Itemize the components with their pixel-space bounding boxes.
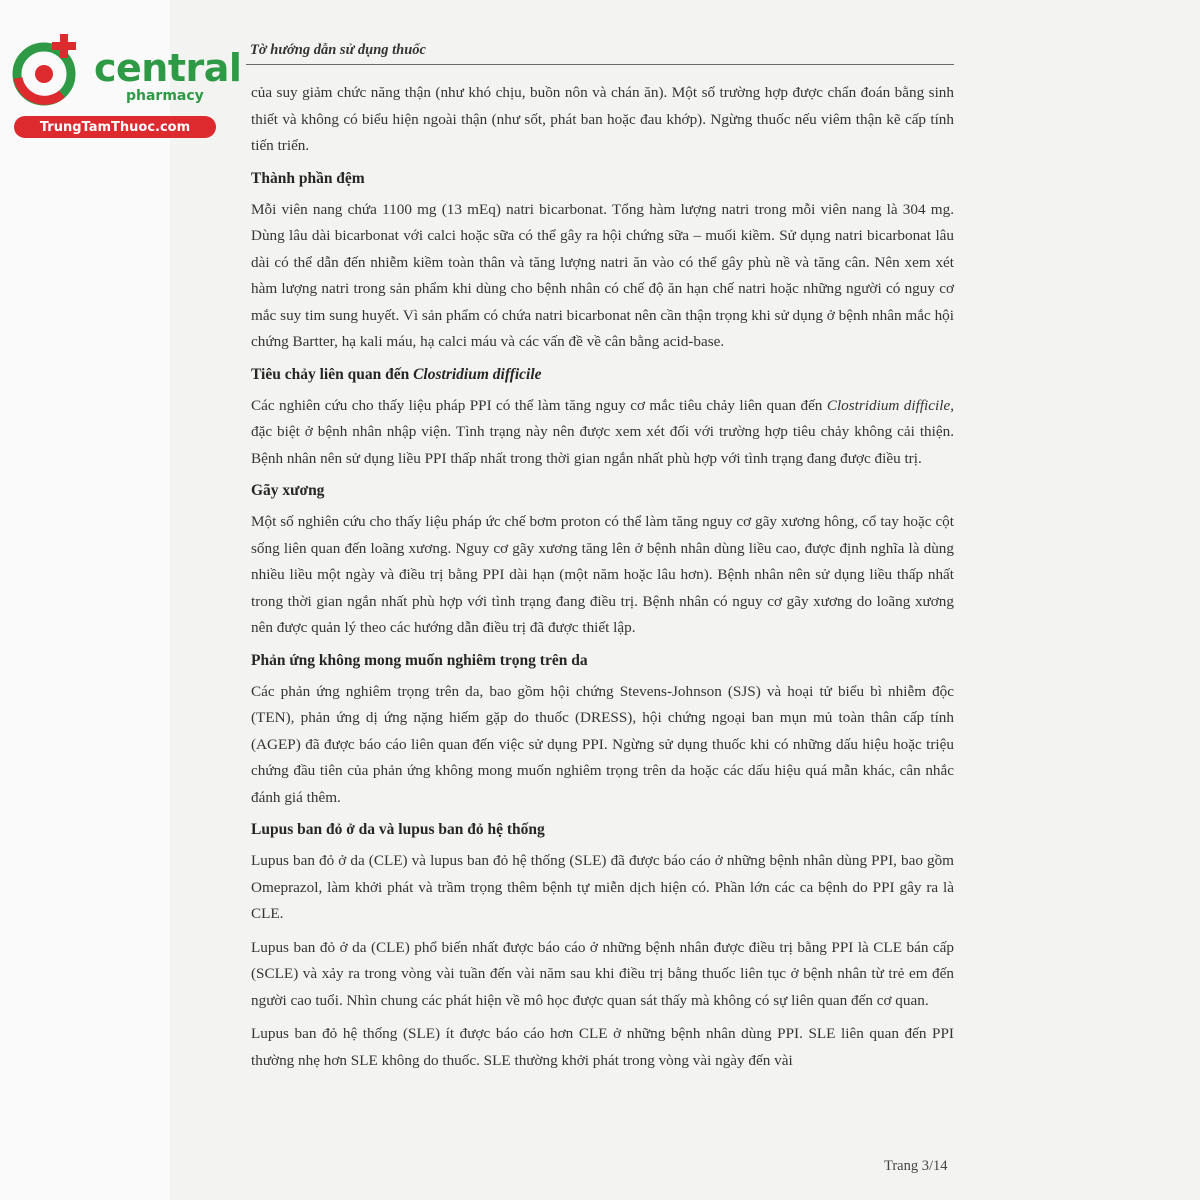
left-margin-band: [0, 0, 170, 1200]
logo-mark-icon: [8, 32, 94, 112]
heading-italic-text: Clostridium difficile: [413, 365, 542, 383]
paragraph-buffer: Mỗi viên nang chứa 1100 mg (13 mEq) natri bicarbonat. Tổng hàm lượng natri trong mỗi viên nang là 304 mg. Dùng lâu dài bicarbonat với calci hoặc sữa có thể gây ra hội chứng sữa – muối kiềm. Sử dụng natri bicarbonat lâu dài có thể dẫn đến nhiễm kiềm toàn thân và tăng lượng natri ăn vào có thể gây phù nề và tăng cân. Nên xem xét hàm lượng natri trong sản phẩm khi dùng cho bệnh nhân có chế độ ăn hạn chế natri hoặc những người có nguy cơ mắc suy tim sung huyết. Vì sản phẩm có chứa natri bicarbonat nên cần thận trọng khi sử dụng ở bệnh nhân mắc hội chứng Bartter, hạ kali máu, hạ calci máu và các vấn đề về cân bằng acid-base.: [251, 200, 954, 350]
logo-site-text: TrungTamThuoc.com: [39, 119, 191, 135]
paragraph-lupus-1: Lupus ban đỏ ở da (CLE) và lupus ban đỏ hệ thống (SLE) đã được báo cáo ở những bệnh nhân dùng PPI, bao gồm Omeprazol, làm khởi phát và trầm trọng thêm bệnh tự miễn dịch hiện có. Phần lớn các ca bệnh do PPI gây ra là CLE.: [251, 852, 954, 922]
paragraph-lupus-2: Lupus ban đỏ ở da (CLE) phổ biến nhất được báo cáo ở những bệnh nhân được điều trị bằng PPI là CLE bán cấp (SCLE) và xảy ra trong vòng vài tuần đến vài năm sau khi điều trị bằng thuốc liên tục ở bệnh nhân từ trẻ em đến người cao tuổi. Nhìn chung các phát hiện về mô học được quan sát thấy mà không có sự liên quan đến cơ quan.: [251, 938, 954, 1009]
paragraph-text: Các nghiên cứu cho thấy liệu pháp PPI có thể làm tăng nguy cơ mắc tiêu chảy liên quan đến: [251, 396, 827, 414]
section-heading-lupus: Lupus ban đỏ ở da và lupus ban đỏ hệ thống: [251, 821, 545, 838]
document-header: Tờ hướng dẫn sử dụng thuốc: [250, 42, 426, 58]
page-number: Trang 3/14: [884, 1158, 948, 1174]
section-heading-buffer: Thành phần đệm: [251, 169, 365, 187]
document-body: [251, 80, 954, 1081]
logo-wordmark: central: [94, 46, 242, 90]
logo-site-banner: [14, 116, 216, 138]
logo-subtitle: pharmacy: [126, 88, 204, 104]
section-heading-skin-reactions: Phản ứng không mong muốn nghiêm trọng trên da: [251, 651, 588, 669]
paragraph-text: , đặc biệt ở bệnh nhân nhập viện. Tình trạng này nên được xem xét đối với trường hợp tiêu chảy không cải thiện. Bệnh nhân nên sử dụng liều PPI thấp nhất trong thời gian ngắn nhất phù hợp với tình trạng đang được điều trị.: [251, 396, 954, 467]
paragraph-italic-text: Clostridium difficile: [826, 396, 951, 414]
section-heading-fracture: Gãy xương: [251, 482, 325, 499]
header-divider: [246, 64, 954, 65]
paragraph-continuation: của suy giảm chức năng thận (như khó chịu, buồn nôn và chán ăn). Một số trường hợp được chẩn đoán bằng sinh thiết và không có biểu hiện ngoài thận (như sốt, phát ban hoặc đau khớp). Ngừng thuốc nếu viêm thận kẽ cấp tính tiến triển.: [251, 84, 954, 154]
section-heading-cdiff: [251, 363, 954, 387]
paragraph-skin-reactions: Các phản ứng nghiêm trọng trên da, bao gồm hội chứng Stevens-Johnson (SJS) và hoại tử biểu bì nhiễm độc (TEN), phản ứng dị ứng nặng hiếm gặp do thuốc (DRESS), hội chứng ngoại ban mụn mủ toàn thân cấp tính (AGEP) đã được báo cáo liên quan đến việc sử dụng PPI. Ngừng sử dụng thuốc khi có những dấu hiệu hoặc triệu chứng đầu tiên của phản ứng không mong muốn nghiêm trọng trên da hoặc các dấu hiệu quá mẫn khác, cân nhắc đánh giá thêm.: [251, 682, 954, 806]
central-pharmacy-logo: [8, 32, 242, 142]
paragraph-cdiff: [251, 393, 954, 473]
paragraph-lupus-3: Lupus ban đỏ hệ thống (SLE) ít được báo cáo hơn CLE ở những bệnh nhân dùng PPI. SLE liên quan đến PPI thường nhẹ hơn SLE không do thuốc. SLE thường khởi phát trong vòng vài ngày đến vài: [251, 1025, 954, 1069]
heading-text: Tiêu chảy liên quan đến: [251, 365, 414, 383]
paragraph-fracture: Một số nghiên cứu cho thấy liệu pháp ức chế bơm proton có thể làm tăng nguy cơ gãy xương hông, cổ tay hoặc cột sống liên quan đến loãng xương. Nguy cơ gãy xương tăng lên ở bệnh nhân dùng liều cao, được định nghĩa là dùng nhiều liều một ngày và điều trị bằng PPI dài hạn (một năm hoặc lâu hơn). Bệnh nhân nên sử dụng liều thấp nhất trong thời gian ngắn nhất phù hợp với tình trạng đang điều trị. Bệnh nhân có nguy cơ gãy xương do loãng xương nên được quản lý theo các hướng dẫn điều trị đã được thiết lập.: [251, 513, 954, 636]
